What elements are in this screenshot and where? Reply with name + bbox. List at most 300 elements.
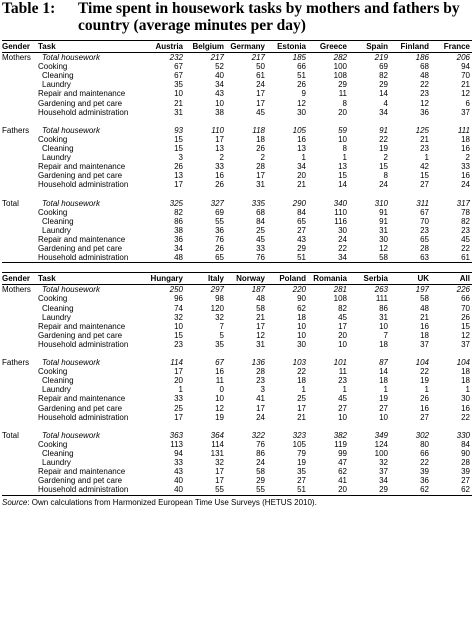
value-cell: 36 [215, 225, 224, 235]
table-row [2, 476, 472, 485]
value-cell: 62 [431, 485, 472, 495]
value-cell: 108 [333, 71, 347, 81]
value-cell: 28 [256, 162, 265, 172]
value-cell: 21 [297, 412, 306, 422]
value-cell: 23 [461, 225, 470, 235]
value-cell: 10 [297, 321, 306, 331]
country-header: Serbia [349, 273, 390, 285]
table-row [2, 62, 472, 71]
value-cell: 103 [292, 358, 306, 368]
value-cell: 100 [333, 62, 347, 72]
value-cell: 105 [292, 125, 306, 135]
value-cell: 37 [461, 107, 470, 117]
value-cell: 317 [456, 198, 470, 208]
value-cell: 101 [333, 358, 347, 368]
value-cell: 24 [256, 458, 265, 468]
value-cell: 86 [174, 216, 183, 226]
value-cell: 11 [215, 376, 224, 386]
value-cell: 1 [178, 385, 183, 395]
value-cell: 327 [210, 198, 224, 208]
value-cell: 136 [251, 358, 265, 368]
value-cell: 70 [461, 71, 470, 81]
table-row [2, 208, 472, 217]
value-cell: 20 [308, 485, 349, 495]
value-cell: 363 [169, 430, 183, 440]
value-cell: 114 [211, 439, 224, 449]
value-cell: 30 [338, 225, 347, 235]
task-cell: Total housework [42, 53, 100, 63]
value-cell: 67 [174, 71, 183, 81]
value-cell: 22 [338, 244, 347, 254]
task-cell: Cooking [38, 367, 68, 377]
task-cell: Cleaning [42, 144, 74, 154]
value-cell: 20 [338, 330, 347, 340]
value-cell: 32 [215, 312, 224, 322]
value-cell: 23 [256, 376, 265, 386]
gender-cell [2, 449, 38, 458]
value-cell: 67 [174, 62, 183, 72]
table-row [2, 162, 472, 171]
task-cell: Gardening and pet care [38, 403, 123, 413]
gender-cell [2, 144, 38, 153]
value-cell: 282 [333, 53, 347, 63]
gender-cell [2, 135, 38, 144]
value-cell: 105 [292, 439, 306, 449]
value-cell: 10 [379, 412, 388, 422]
value-cell: 24 [256, 412, 265, 422]
value-cell: 61 [256, 71, 265, 81]
value-cell: 26 [215, 244, 224, 254]
task-cell: Repair and maintenance [38, 467, 126, 477]
gender-cell [2, 331, 38, 340]
value-cell: 250 [169, 285, 183, 295]
value-cell: 31 [256, 339, 265, 349]
value-cell: 0 [219, 385, 224, 395]
total-row [2, 431, 472, 440]
value-cell: 22 [420, 458, 429, 468]
value-cell: 80 [420, 439, 429, 449]
value-cell: 27 [297, 476, 306, 486]
value-cell: 17 [256, 171, 265, 181]
value-cell: 10 [338, 412, 347, 422]
value-cell: 217 [251, 53, 265, 63]
gender-cell: Total [2, 198, 19, 208]
value-cell: 69 [379, 62, 388, 72]
value-cell: 67 [420, 207, 429, 217]
gender-cell [2, 62, 38, 71]
value-cell: 58 [256, 467, 265, 477]
value-cell: 18 [461, 376, 470, 386]
value-cell: 29 [379, 80, 388, 90]
value-cell: 91 [379, 207, 388, 217]
value-cell: 187 [251, 285, 265, 295]
value-cell: 26 [297, 80, 306, 90]
value-cell: 20 [338, 107, 347, 117]
value-cell: 17 [174, 367, 183, 377]
table-row [2, 322, 472, 331]
value-cell: 37 [461, 339, 470, 349]
value-cell: 51 [297, 71, 306, 81]
value-cell: 43 [174, 467, 183, 477]
value-cell: 18 [297, 312, 306, 322]
gender-cell: Fathers [2, 125, 30, 135]
value-cell: 32 [379, 458, 388, 468]
country-header: All [431, 273, 472, 285]
value-cell: 15 [461, 321, 470, 331]
value-cell: 40 [144, 485, 185, 495]
value-cell: 37 [420, 339, 429, 349]
table-row [2, 135, 472, 144]
value-cell: 48 [256, 294, 265, 304]
gender-cell [2, 385, 38, 394]
table-row [2, 394, 472, 403]
value-cell: 219 [374, 53, 388, 63]
value-cell: 281 [333, 285, 347, 295]
value-cell: 58 [349, 253, 390, 263]
value-cell: 20 [174, 376, 183, 386]
value-cell: 330 [456, 430, 470, 440]
gender-cell [2, 340, 38, 349]
value-cell: 48 [420, 71, 429, 81]
value-cell: 19 [297, 458, 306, 468]
value-cell: 93 [174, 125, 183, 135]
value-cell: 263 [374, 285, 388, 295]
value-cell: 2 [219, 153, 224, 163]
value-cell: 41 [256, 394, 265, 404]
country-header: UK [390, 273, 431, 285]
value-cell: 13 [297, 144, 306, 154]
value-cell: 22 [461, 244, 470, 254]
value-cell: 14 [338, 180, 347, 190]
value-cell: 30 [297, 107, 306, 117]
value-cell: 119 [334, 439, 347, 449]
gender-cell [2, 394, 38, 403]
task-cell: Household administration [38, 412, 129, 422]
table-row [2, 413, 472, 422]
value-cell: 34 [215, 80, 224, 90]
value-cell: 10 [297, 330, 306, 340]
value-cell: 40 [215, 71, 224, 81]
table-row [2, 89, 472, 98]
value-cell: 226 [456, 285, 470, 295]
value-cell: 111 [457, 125, 470, 135]
value-cell: 82 [338, 303, 347, 313]
value-cell: 20 [297, 171, 306, 181]
value-cell: 110 [334, 207, 347, 217]
value-cell: 66 [461, 294, 470, 304]
total-row [2, 358, 472, 367]
value-cell: 18 [297, 376, 306, 386]
value-cell: 65 [297, 216, 306, 226]
task-cell: Cleaning [42, 71, 74, 81]
value-cell: 3 [260, 385, 265, 395]
value-cell: 114 [170, 358, 183, 368]
value-cell: 16 [461, 144, 470, 154]
value-cell: 62 [390, 485, 431, 495]
value-cell: 116 [334, 216, 347, 226]
country-header: Belgium [185, 41, 226, 53]
value-cell: 30 [461, 394, 470, 404]
value-cell: 131 [210, 449, 224, 459]
task-cell: Cooking [38, 207, 68, 217]
value-cell: 87 [379, 358, 388, 368]
value-cell: 47 [338, 458, 347, 468]
gender-cell [2, 313, 38, 322]
value-cell: 12 [379, 244, 388, 254]
value-cell: 16 [461, 171, 470, 181]
value-cell: 84 [256, 216, 265, 226]
table-row [2, 376, 472, 385]
task-cell: Total housework [42, 285, 100, 295]
task-cell: Laundry [42, 312, 71, 322]
value-cell: 8 [342, 98, 347, 108]
gender-cell [2, 80, 38, 89]
value-cell: 82 [174, 207, 183, 217]
table-row [2, 71, 472, 80]
gender-cell [2, 153, 38, 162]
value-cell: 24 [256, 80, 265, 90]
value-cell: 26 [215, 180, 224, 190]
value-cell: 26 [420, 394, 429, 404]
value-cell: 27 [379, 403, 388, 413]
country-header: Germany [226, 41, 267, 53]
task-cell: Total housework [42, 358, 100, 368]
value-cell: 35 [174, 80, 183, 90]
value-cell: 104 [415, 358, 429, 368]
value-cell: 82 [461, 216, 470, 226]
value-cell: 27 [338, 403, 347, 413]
task-cell: Household administration [38, 107, 129, 117]
value-cell: 65 [185, 253, 226, 263]
value-cell: 76 [215, 234, 224, 244]
value-cell: 96 [174, 294, 183, 304]
gender-cell [2, 162, 38, 171]
value-cell: 16 [215, 367, 224, 377]
value-cell: 84 [297, 207, 306, 217]
gender-cell [2, 458, 38, 467]
value-cell: 15 [174, 134, 183, 144]
task-cell: Gardening and pet care [38, 171, 123, 181]
gender-header: Gender [2, 41, 38, 53]
gender-cell [2, 217, 38, 226]
value-cell: 23 [420, 225, 429, 235]
value-cell: 33 [461, 162, 470, 172]
value-cell: 10 [174, 89, 183, 99]
value-cell: 118 [252, 125, 265, 135]
value-cell: 26 [174, 162, 183, 172]
country-header: Estonia [267, 41, 308, 53]
value-cell: 68 [256, 207, 265, 217]
value-cell: 86 [256, 449, 265, 459]
value-cell: 120 [210, 303, 224, 313]
value-cell: 10 [379, 321, 388, 331]
value-cell: 7 [219, 321, 224, 331]
task-cell: Laundry [42, 458, 71, 468]
value-cell: 55 [185, 485, 226, 495]
value-cell: 35 [297, 467, 306, 477]
value-cell: 302 [415, 430, 429, 440]
value-cell: 86 [379, 303, 388, 313]
country-header: Hungary [144, 273, 185, 285]
value-cell: 13 [174, 171, 183, 181]
value-cell: 22 [379, 134, 388, 144]
value-cell: 21 [174, 98, 183, 108]
gender-cell [2, 89, 38, 98]
value-cell: 30 [297, 339, 306, 349]
value-cell: 34 [308, 253, 349, 263]
value-cell: 26 [461, 312, 470, 322]
table-row [2, 458, 472, 467]
value-cell: 76 [256, 439, 265, 449]
value-cell: 55 [215, 216, 224, 226]
value-cell: 17 [215, 467, 224, 477]
task-header: Task [38, 41, 144, 53]
task-cell: Household administration [38, 485, 144, 495]
value-cell: 45 [338, 312, 347, 322]
table-row [2, 340, 472, 349]
value-cell: 41 [338, 476, 347, 486]
value-cell: 19 [215, 412, 224, 422]
value-cell: 43 [297, 234, 306, 244]
value-cell: 4 [383, 98, 388, 108]
value-cell: 79 [297, 449, 306, 459]
value-cell: 22 [461, 412, 470, 422]
value-cell: 17 [256, 403, 265, 413]
value-cell: 37 [379, 467, 388, 477]
task-cell: Cleaning [42, 376, 74, 386]
value-cell: 34 [379, 107, 388, 117]
table-row [2, 235, 472, 244]
gender-cell: Mothers [2, 285, 31, 295]
value-cell: 45 [256, 234, 265, 244]
value-cell: 19 [420, 376, 429, 386]
source-label: Source [2, 497, 28, 507]
value-cell: 323 [292, 430, 306, 440]
gender-cell [2, 208, 38, 217]
value-cell: 33 [256, 244, 265, 254]
value-cell: 58 [420, 294, 429, 304]
value-cell: 31 [256, 180, 265, 190]
value-cell: 36 [174, 234, 183, 244]
value-cell: 24 [379, 180, 388, 190]
value-cell: 24 [461, 180, 470, 190]
country-header: Romania [308, 273, 349, 285]
spacer-row [2, 349, 472, 358]
value-cell: 21 [461, 80, 470, 90]
value-cell: 16 [215, 171, 224, 181]
value-cell: 25 [256, 225, 265, 235]
total-row [2, 53, 472, 63]
value-cell: 55 [226, 485, 267, 495]
value-cell: 31 [379, 225, 388, 235]
task-cell: Gardening and pet care [38, 476, 123, 486]
total-row [2, 126, 472, 135]
total-row [2, 199, 472, 208]
gender-cell [2, 99, 38, 108]
value-cell: 12 [256, 330, 265, 340]
table-row [2, 253, 472, 263]
task-cell: Laundry [42, 80, 71, 90]
task-cell: Repair and maintenance [38, 162, 126, 172]
value-cell: 100 [374, 449, 388, 459]
value-cell: 62 [297, 303, 306, 313]
country-header: Austria [144, 41, 185, 53]
value-cell: 38 [215, 107, 224, 117]
gender-header: Gender [2, 273, 38, 285]
value-cell: 98 [215, 294, 224, 304]
table-row [2, 449, 472, 458]
gender-cell [2, 244, 38, 253]
value-cell: 33 [174, 458, 183, 468]
value-cell: 15 [379, 162, 388, 172]
value-cell: 70 [420, 216, 429, 226]
value-cell: 94 [461, 62, 470, 72]
value-cell: 45 [338, 394, 347, 404]
task-cell: Total housework [42, 430, 100, 440]
table-row [2, 108, 472, 117]
value-cell: 1 [424, 153, 429, 163]
value-cell: 16 [420, 403, 429, 413]
gender-cell [2, 476, 38, 485]
value-cell: 325 [169, 198, 183, 208]
value-cell: 91 [379, 125, 388, 135]
value-cell: 33 [215, 162, 224, 172]
task-cell: Cleaning [42, 216, 74, 226]
value-cell: 1 [342, 385, 347, 395]
table-row [2, 217, 472, 226]
table-row [2, 467, 472, 476]
table-row [2, 404, 472, 413]
value-cell: 22 [420, 367, 429, 377]
value-cell: 40 [174, 476, 183, 486]
table-row [2, 367, 472, 376]
value-cell: 186 [415, 53, 429, 63]
task-cell: Cooking [38, 439, 68, 449]
value-cell: 110 [211, 125, 224, 135]
value-cell: 33 [174, 394, 183, 404]
task-cell: Cooking [38, 62, 68, 72]
value-cell: 1 [465, 385, 470, 395]
table-row [2, 313, 472, 322]
value-cell: 66 [297, 62, 306, 72]
value-cell: 94 [174, 449, 183, 459]
value-cell: 8 [383, 171, 388, 181]
value-cell: 21 [297, 180, 306, 190]
value-cell: 18 [461, 134, 470, 144]
value-cell: 63 [390, 253, 431, 263]
value-cell: 206 [456, 53, 470, 63]
value-cell: 14 [379, 89, 388, 99]
gender-cell [2, 367, 38, 376]
task-cell: Cooking [38, 134, 68, 144]
value-cell: 382 [333, 430, 347, 440]
value-cell: 45 [256, 107, 265, 117]
value-cell: 23 [420, 89, 429, 99]
value-cell: 39 [461, 467, 470, 477]
value-cell: 66 [420, 449, 429, 459]
value-cell: 21 [420, 312, 429, 322]
value-cell: 8 [342, 144, 347, 154]
value-cell: 36 [420, 476, 429, 486]
table-row [2, 153, 472, 162]
value-cell: 124 [374, 439, 388, 449]
table-row [2, 485, 472, 495]
task-cell: Laundry [42, 153, 71, 163]
value-cell: 78 [461, 207, 470, 217]
gender-cell [2, 413, 38, 422]
value-cell: 82 [379, 71, 388, 81]
gender-cell [2, 180, 38, 189]
